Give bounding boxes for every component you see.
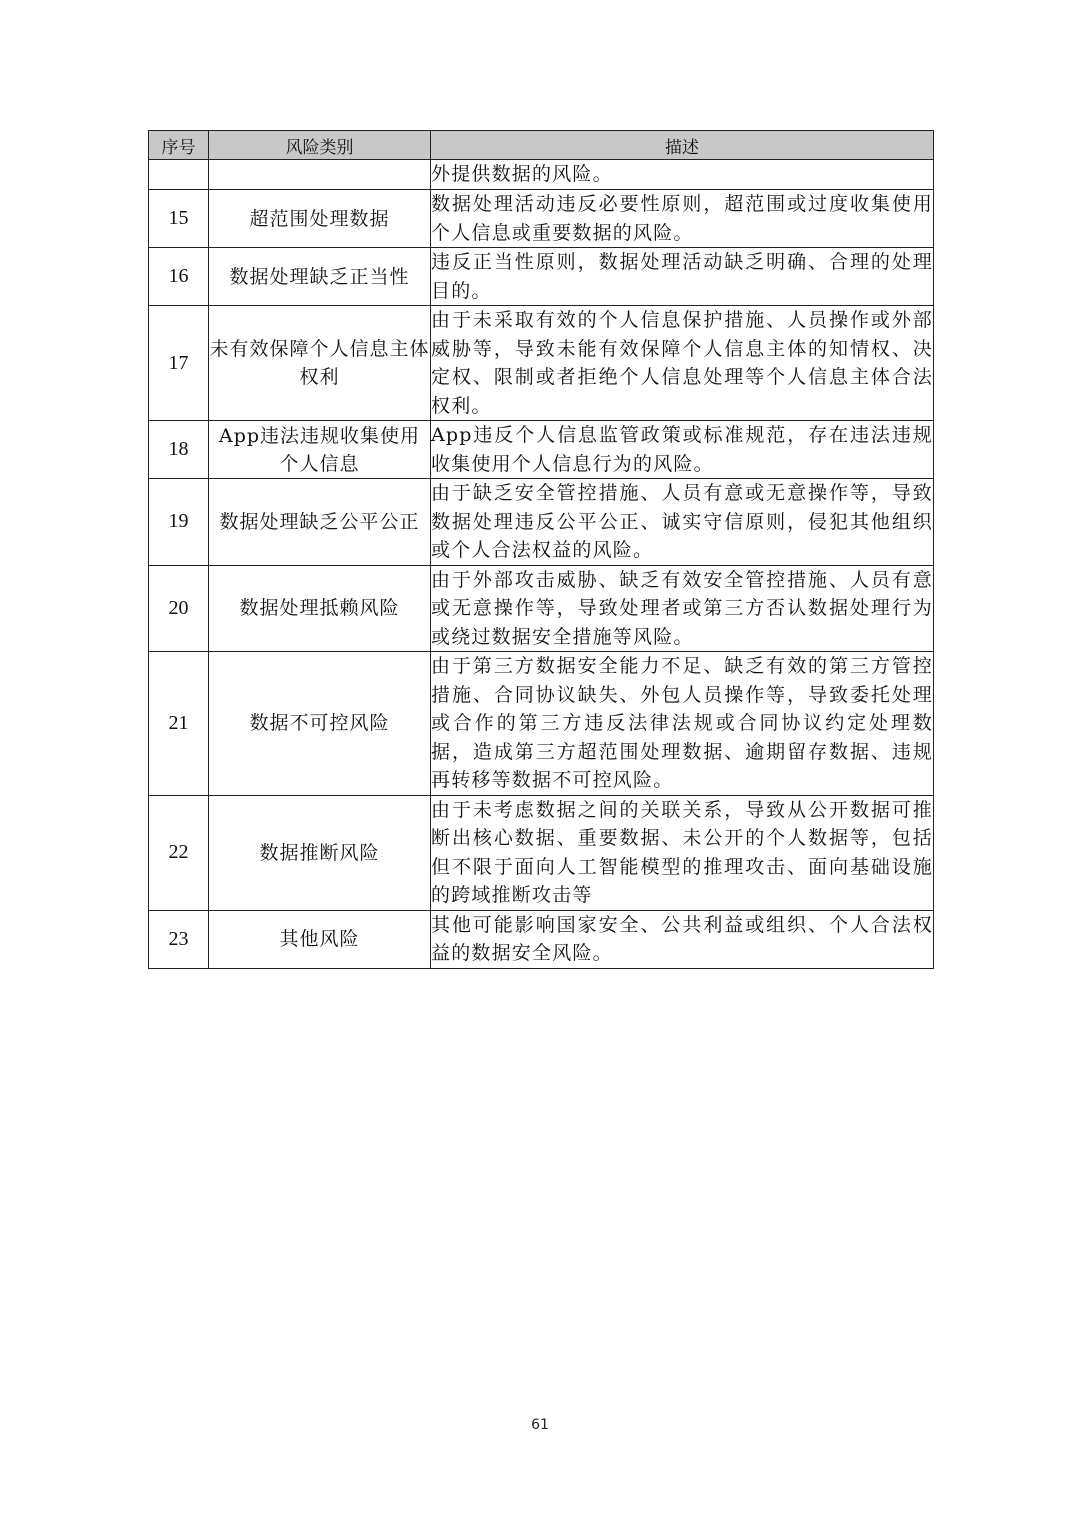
row-description: 由于未采取有效的个人信息保护措施、人员操作或外部威胁等，导致未能有效保障个人信息主体的知情权、决定权、限制或者拒绝个人信息处理等个人信息主体合法权利。 xyxy=(431,306,934,421)
row-category: 超范围处理数据 xyxy=(209,190,431,248)
row-number: 22 xyxy=(149,795,209,910)
row-description: 违反正当性原则，数据处理活动缺乏明确、合理的处理目的。 xyxy=(431,248,934,306)
row-description: 外提供数据的风险。 xyxy=(431,160,934,190)
table-row xyxy=(149,306,934,421)
row-description: 由于外部攻击威胁、缺乏有效安全管控措施、人员有意或无意操作等，导致处理者或第三方否认数据处理行为或绕过数据安全措施等风险。 xyxy=(431,565,934,652)
table-row xyxy=(149,795,934,910)
table-row xyxy=(149,421,934,479)
header-risk-category: 风险类别 xyxy=(209,131,431,160)
table-row xyxy=(149,565,934,652)
row-number: 16 xyxy=(149,248,209,306)
page-number: 61 xyxy=(531,1417,549,1433)
row-description: 数据处理活动违反必要性原则，超范围或过度收集使用个人信息或重要数据的风险。 xyxy=(431,190,934,248)
row-description: 由于缺乏安全管控措施、人员有意或无意操作等，导致数据处理违反公平公正、诚实守信原则，侵犯其他组织或个人合法权益的风险。 xyxy=(431,479,934,566)
row-category: 数据推断风险 xyxy=(209,795,431,910)
row-category: 数据处理缺乏正当性 xyxy=(209,248,431,306)
table-row xyxy=(149,910,934,968)
header-number: 序号 xyxy=(149,131,209,160)
header-description: 描述 xyxy=(431,131,934,160)
row-number: 17 xyxy=(149,306,209,421)
row-description: 由于未考虑数据之间的关联关系，导致从公开数据可推断出核心数据、重要数据、未公开的个人数据等，包括但不限于面向人工智能模型的推理攻击、面向基础设施的跨域推断攻击等 xyxy=(431,795,934,910)
row-number: 23 xyxy=(149,910,209,968)
table-row xyxy=(149,248,934,306)
row-number: 20 xyxy=(149,565,209,652)
table-header-row xyxy=(149,131,934,160)
table-row xyxy=(149,190,934,248)
row-number: 19 xyxy=(149,479,209,566)
risk-table xyxy=(148,130,934,969)
row-category xyxy=(209,160,431,190)
row-category: 数据处理抵赖风险 xyxy=(209,565,431,652)
row-category: 其他风险 xyxy=(209,910,431,968)
row-category: 数据不可控风险 xyxy=(209,652,431,796)
table-row xyxy=(149,160,934,190)
row-category: 未有效保障个人信息主体权利 xyxy=(209,306,431,421)
row-description: 由于第三方数据安全能力不足、缺乏有效的第三方管控措施、合同协议缺失、外包人员操作等，导致委托处理或合作的第三方违反法律法规或合同协议约定处理数据，造成第三方超范围处理数据、逾期留存数据、违规再转移等数据不可控风险。 xyxy=(431,652,934,796)
row-category: App违法违规收集使用个人信息 xyxy=(209,421,431,479)
table-row xyxy=(149,652,934,796)
row-number: 21 xyxy=(149,652,209,796)
row-number xyxy=(149,160,209,190)
row-category: 数据处理缺乏公平公正 xyxy=(209,479,431,566)
table-row xyxy=(149,479,934,566)
row-number: 18 xyxy=(149,421,209,479)
row-number: 15 xyxy=(149,190,209,248)
row-description: 其他可能影响国家安全、公共利益或组织、个人合法权益的数据安全风险。 xyxy=(431,910,934,968)
row-description: App违反个人信息监管政策或标准规范，存在违法违规收集使用个人信息行为的风险。 xyxy=(431,421,934,479)
